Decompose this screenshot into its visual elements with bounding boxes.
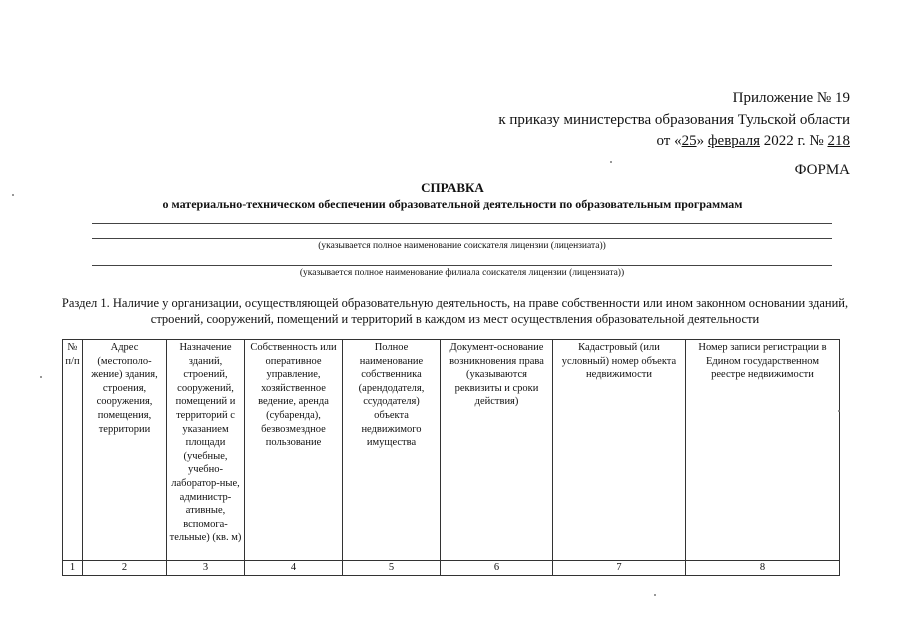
form-label: ФОРМА <box>794 162 850 178</box>
order-number: 218 <box>827 133 850 149</box>
column-number-cell: 6 <box>441 561 553 576</box>
date-year: 2022 г. № <box>759 133 828 149</box>
licensee-name-note: (указывается полное наименование соискателя лицензии (лицензиата)) <box>318 241 606 251</box>
appendix-block <box>498 88 850 153</box>
fill-line-1 <box>92 223 832 224</box>
header-cell-address: Адрес (местополо-жение) здания, строения, сооружения, помещения, территории <box>83 340 167 561</box>
header-cell-purpose: Назначение зданий, строений, сооружений, помещений и территорий с указанием площади (учебные, учебно-лаборатор-ные, администр-ативные, вспомога-тельные) (кв. м) <box>167 340 245 561</box>
header-cell-document: Документ-основание возникновения права (указываются реквизиты и сроки действия) <box>441 340 553 561</box>
column-number-cell: 3 <box>167 561 245 576</box>
appendix-order-ref: к приказу министерства образования Тульской области <box>498 111 850 128</box>
column-number-cell: 1 <box>63 561 83 576</box>
header-cell-ownership: Собственность или оперативное управление, хозяйственное ведение, аренда (субаренда), безвозмездное пользование <box>245 340 343 561</box>
date-mid: » <box>696 133 708 149</box>
document-subtitle: о материально-техническом обеспечении образовательной деятельности по образовательным программам <box>162 197 743 211</box>
table-header-row <box>63 340 840 561</box>
branch-name-note: (указывается полное наименование филиала соискателя лицензии (лицензиата)) <box>299 268 625 278</box>
appendix-order-date <box>498 131 850 153</box>
column-number-cell: 7 <box>553 561 686 576</box>
scan-speck <box>654 594 656 596</box>
document-title: СПРАВКА <box>421 180 484 195</box>
fill-line-3 <box>92 265 832 266</box>
date-month: февраля <box>707 133 760 149</box>
appendix-number: Приложение № 19 <box>732 90 850 106</box>
table-number-row <box>63 561 840 576</box>
column-number-cell: 4 <box>245 561 343 576</box>
section-1-heading: Раздел 1. Наличие у организации, осуществляющей образовательную деятельность, на праве собственности или ином законном основании зданий, строений, сооружений, помещений и территорий в каждом из мест осуществления образовательной деятельности <box>61 296 849 326</box>
date-prefix: от « <box>656 133 682 149</box>
header-cell-cadastral: Кадастровый (или условный) номер объекта недвижимости <box>553 340 686 561</box>
date-day: 25 <box>681 133 697 149</box>
fill-line-2 <box>92 238 832 239</box>
property-table <box>62 339 840 576</box>
scan-speck <box>838 410 840 412</box>
header-cell-owner-name: Полное наименование собственника (арендодателя, ссудодателя) объекта недвижимого имущества <box>343 340 441 561</box>
header-cell-number: № п/п <box>63 340 83 561</box>
header-cell-registry: Номер записи регистрации в Едином государственном реестре недвижимости <box>686 340 840 561</box>
scan-speck <box>12 194 14 196</box>
scan-speck <box>610 161 612 163</box>
column-number-cell: 5 <box>343 561 441 576</box>
column-number-cell: 2 <box>83 561 167 576</box>
scan-speck <box>40 376 42 378</box>
column-number-cell: 8 <box>686 561 840 576</box>
